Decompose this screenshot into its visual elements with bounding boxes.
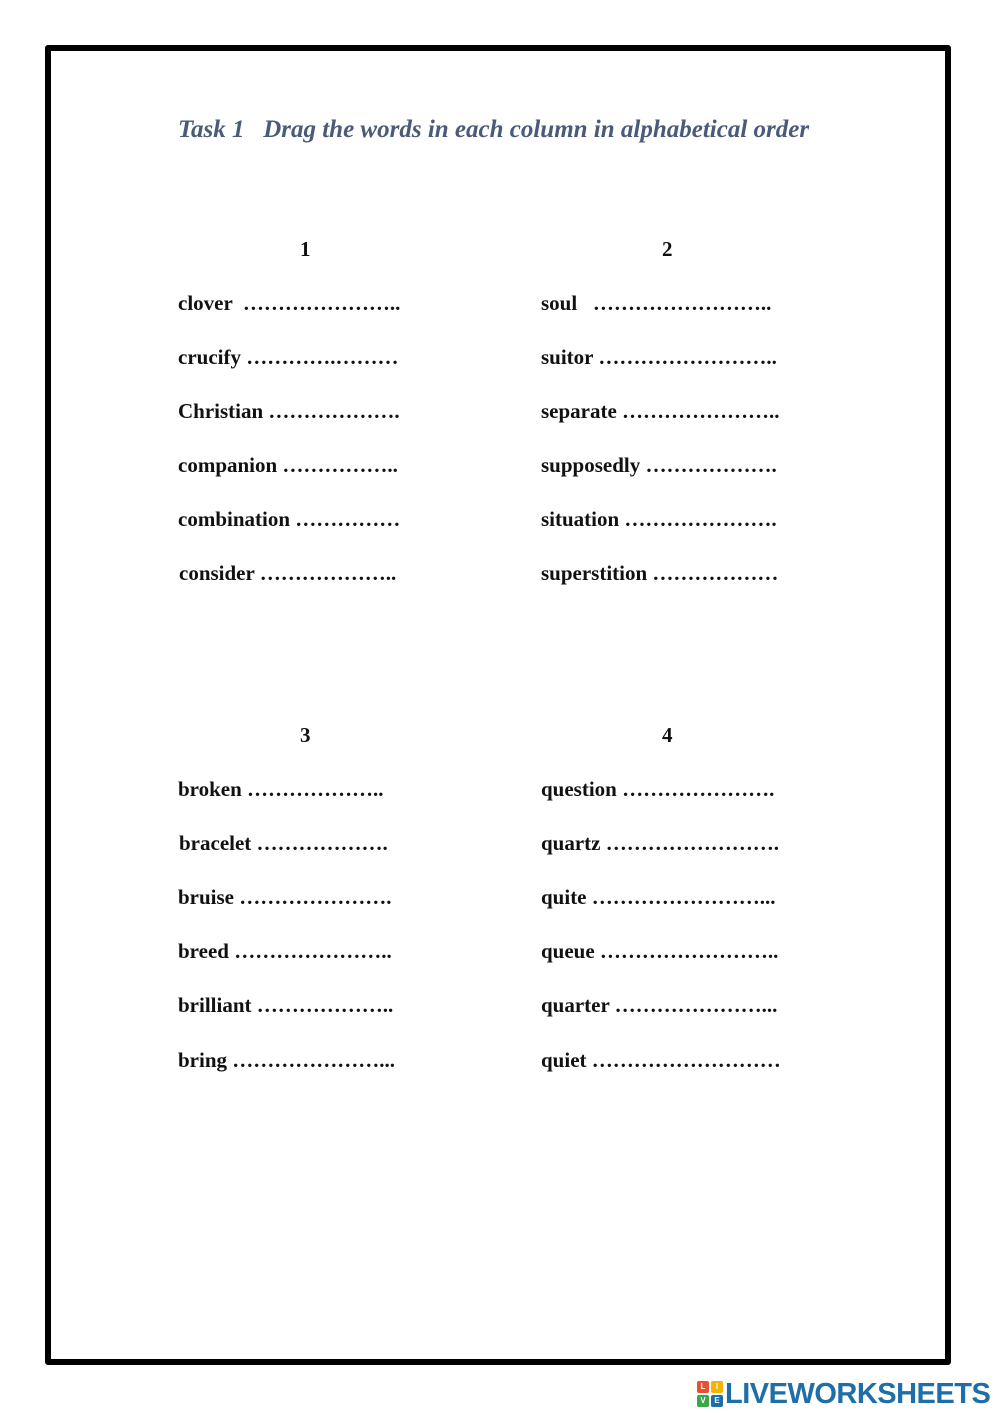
draggable-word[interactable]: supposedly ……………….: [541, 453, 777, 477]
draggable-word[interactable]: combination ……………: [178, 507, 401, 531]
logo-letter-i: I: [711, 1381, 723, 1393]
draggable-word[interactable]: separate …………………..: [541, 399, 780, 423]
draggable-word[interactable]: broken ………………..: [178, 777, 384, 801]
draggable-word[interactable]: situation ………………….: [541, 507, 777, 531]
column-number-2: 2: [662, 237, 673, 261]
draggable-word[interactable]: quiet ………………………: [541, 1048, 781, 1072]
draggable-word[interactable]: companion ……………..: [178, 453, 398, 477]
liveworksheets-logo-icon: [697, 1381, 723, 1407]
draggable-word[interactable]: crucify ………….………: [178, 345, 399, 369]
logo-letter-l: L: [697, 1381, 709, 1393]
column-number-3: 3: [300, 723, 311, 747]
draggable-word[interactable]: clover …………………..: [178, 291, 401, 315]
draggable-word[interactable]: queue ……………………..: [541, 939, 779, 963]
draggable-word[interactable]: bring …………………...: [178, 1048, 396, 1072]
draggable-word[interactable]: quite ……………………...: [541, 885, 776, 909]
draggable-word[interactable]: question ………………….: [541, 777, 775, 801]
draggable-word[interactable]: Christian ……………….: [178, 399, 400, 423]
draggable-word[interactable]: suitor ……………………..: [541, 345, 777, 369]
worksheet-border: [45, 45, 951, 1365]
column-number-4: 4: [662, 723, 673, 747]
liveworksheets-logo: [697, 1379, 990, 1409]
draggable-word[interactable]: bracelet ……………….: [179, 831, 388, 855]
draggable-word[interactable]: soul ……………………..: [541, 291, 772, 315]
logo-letter-v: V: [697, 1395, 709, 1407]
draggable-word[interactable]: bruise ………………….: [178, 885, 392, 909]
draggable-word[interactable]: brilliant ………………..: [178, 993, 394, 1017]
draggable-word[interactable]: superstition ………………: [541, 561, 779, 585]
draggable-word[interactable]: quartz …………………….: [541, 831, 779, 855]
draggable-word[interactable]: quarter …………………...: [541, 993, 778, 1017]
draggable-word[interactable]: consider ………………..: [179, 561, 397, 585]
logo-letter-e: E: [711, 1395, 723, 1407]
draggable-word[interactable]: breed …………………..: [178, 939, 392, 963]
column-number-1: 1: [300, 237, 311, 261]
logo-text: LIVEWORKSHEETS: [725, 1377, 991, 1410]
task-title: Task 1 Drag the words in each column in alphabetical order: [178, 116, 810, 143]
